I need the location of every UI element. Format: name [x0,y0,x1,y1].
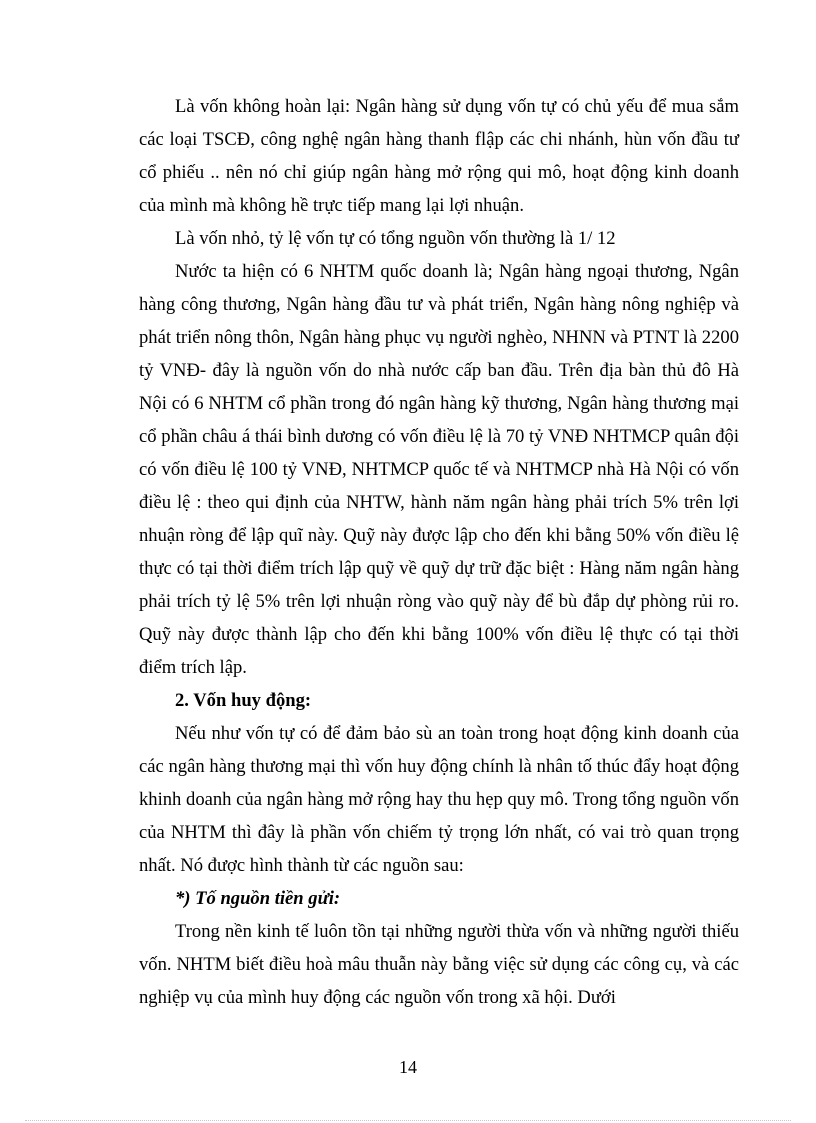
paragraph-mobilized-capital: Nếu như vốn tự có để đảm bảo sù an toàn trong hoạt động kinh doanh của các ngân hàng thương mại thì vốn huy động chính là nhân tố thúc đẩy hoạt động khinh doanh của ngân hàng mở rộng hay thu hẹp quy mô. Trong tổng nguồn vốn của NHTM thì đây là phần vốn chiếm tỷ trọng lớn nhất, có vai trò quan trọng nhất. Nó được hình thành từ các nguồn sau: [139,723,739,876]
page-body [139,90,739,1014]
subsection-heading-deposits: *) Tố nguồn tiền gửi: [175,888,341,909]
paragraph-state-banks: Nước ta hiện có 6 NHTM quốc doanh là; Ngân hàng ngoại thương, Ngân hàng công thương, Ngân hàng đầu tư và phát triển, Ngân hàng nông nghiệp và phát triển nông thôn, Ngân hàng phục vụ người nghèo, NHNN và PTNT là 2200 tỷ VNĐ- đây là nguồn vốn do nhà nước cấp ban đầu. Trên địa bàn thủ đô Hà Nội có 6 NHTM cổ phần trong đó ngân hàng kỹ thương, Ngân hàng thương mại cổ phần châu á thái bình dương có vốn điều lệ là 70 tỷ VNĐ NHTMCP quân đội có vốn điều lệ 100 tỷ VNĐ, NHTMCP quốc tế và NHTMCP nhà Hà Nội có vốn điều lệ : theo qui định của NHTW, hành năm ngân hàng phải trích 5% trên lợi nhuận ròng để lập quĩ này. Quỹ này được lập cho đến khi bằng 50% vốn điều lệ thực có tại thời điểm trích lập quỹ về quỹ dự trữ đặc biệt : Hàng năm ngân hàng phải trích tỷ lệ 5% trên lợi nhuận ròng vào quỹ này để bù đắp dự phòng rủi ro. Quỹ này được thành lập cho đến khi bằng 100% vốn điều lệ thực có tại thời điểm trích lập. [139,261,739,678]
page-number: 14 [399,1057,417,1077]
section-heading-mobilized-capital: 2. Vốn huy động: [175,690,312,711]
paragraph-non-refundable-capital: Là vốn không hoàn lại: Ngân hàng sử dụng vốn tự có chủ yếu để mua sắm các loại TSCĐ, công nghệ ngân hàng thanh flập các chi nhánh, hùn vốn đầu tư cổ phiếu .. nên nó chỉ giúp ngân hàng mở rộng qui mô, hoạt động kinh doanh của mình mà không hề trực tiếp mang lại lợi nhuận. [139,96,739,216]
paragraph-deposits: Trong nền kinh tế luôn tồn tại những người thừa vốn và những người thiếu vốn. NHTM biết điều hoà mâu thuẫn này bằng việc sử dụng các công cụ, và các nghiệp vụ của mình huy động các nguồn vốn trong xã hội. Dưới [139,921,739,1008]
page-bottom-divider [25,1120,791,1121]
paragraph-capital-ratio: Là vốn nhỏ, tỷ lệ vốn tự có tổng nguồn vốn thường là 1/ 12 [175,228,616,249]
